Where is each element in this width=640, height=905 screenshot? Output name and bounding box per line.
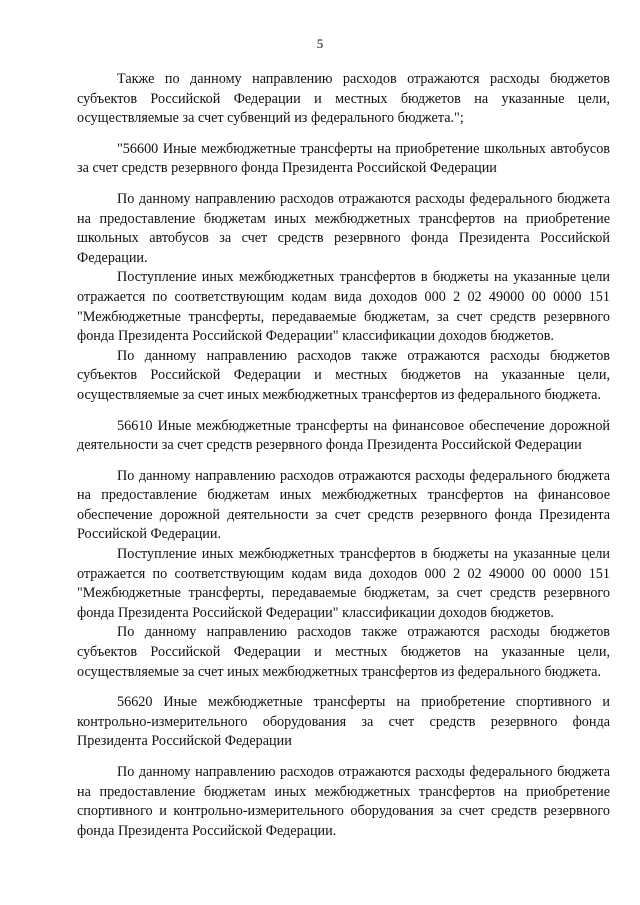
paragraph-56600-expenses: По данному направлению расходов отражаются расходы федерального бюджета на предоставление бюджетам иных межбюджетных трансфертов на приобретение школьных автобусов за счет средств резервного фонда Президента Российской Федерации. [77,190,610,266]
heading-56620: 56620 Иные межбюджетные трансферты на приобретение спортивного и контрольно-измерительного оборудования за счет средств резервного фонда Президента Российской Федерации [77,694,610,750]
heading-56610: 56610 Иные межбюджетные трансферты на финансовое обеспечение дорожной деятельности за счет средств резервного фонда Президента Российской Федерации [77,417,610,454]
heading-56600: "56600 Иные межбюджетные трансферты на приобретение школьных автобусов за счет средств резервного фонда Президента Российской Федерации [77,140,610,177]
document-body [77,70,610,841]
paragraph-56610-expenses: По данному направлению расходов отражаются расходы федерального бюджета на предоставление бюджетам иных межбюджетных трансфертов на финансовое обеспечение дорожной деятельности за счет средств резервного фонда Президента Российской Федерации. [77,467,610,543]
paragraph-56610-regional: По данному направлению расходов также отражаются расходы бюджетов субъектов Российской Федерации и местных бюджетов на указанные цели, осуществляемые за счет иных межбюджетных трансфертов из федерального бюджета. [77,624,610,680]
page-number: 5 [316,36,324,51]
paragraph-56620-expenses: По данному направлению расходов отражаются расходы федерального бюджета на предоставление бюджетам иных межбюджетных трансфертов на приобретение спортивного и контрольно-измерительного оборудования за счет средств резервного фонда Президента Российской Федерации. [77,764,610,839]
paragraph-subvention-note: Также по данному направлению расходов отражаются расходы бюджетов субъектов Российской Федерации и местных бюджетов на указанные цели, осуществляемые за счет субвенций из федерального бюджета."; [77,71,610,127]
paragraph-56610-income: Поступление иных межбюджетных трансфертов в бюджеты на указанные цели отражается по соответствующим кодам вида доходов 000 2 02 49000 00 0000 151 "Межбюджетные трансферты, передаваемые бюджетам, за счет средств резервного фонда Президента Российской Федерации" классификации доходов бюджетов. [77,546,610,621]
paragraph-56600-regional: По данному направлению расходов также отражаются расходы бюджетов субъектов Российской Федерации и местных бюджетов на указанные цели, осуществляемые за счет иных межбюджетных трансфертов из федерального бюджета. [77,347,610,403]
paragraph-56600-income: Поступление иных межбюджетных трансфертов в бюджеты на указанные цели отражается по соответствующим кодам вида доходов 000 2 02 49000 00 0000 151 "Межбюджетные трансферты, передаваемые бюджетам, за счет средств резервного фонда Президента Российской Федерации" классификации доходов бюджетов. [77,269,610,345]
